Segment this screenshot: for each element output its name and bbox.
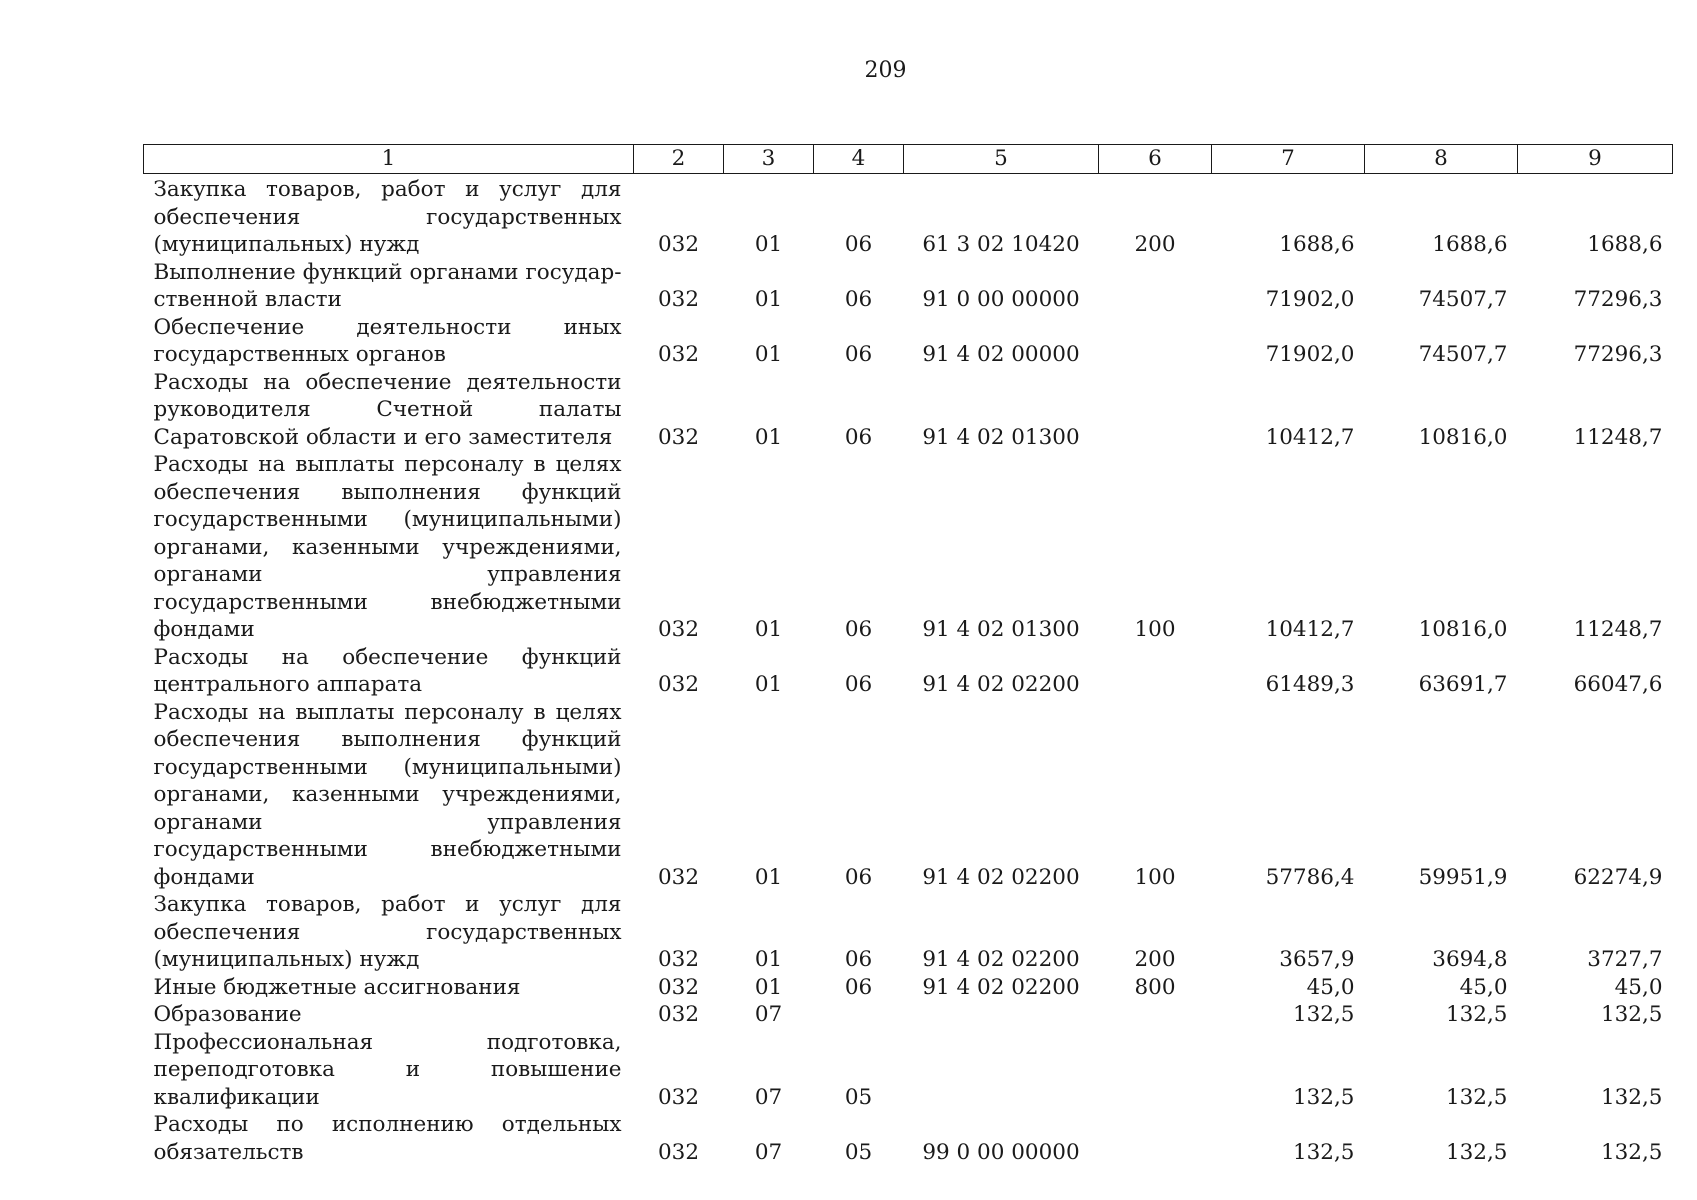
ministry-code: 032 [657,342,700,367]
expense-name: Закупка товаров, работ и услуг для обеспечения государственных (муниципальных) нужд [153,177,622,257]
target-article-code: 91 4 02 00000 [922,342,1080,367]
amount-col-7: 57786,4 [1265,864,1355,890]
amount-col-8: 74507,7 [1418,342,1508,367]
section-code: 01 [754,342,783,367]
amount-col-7: 10412,7 [1265,617,1355,642]
column-header-8: 8 [1365,145,1518,174]
table-row [144,699,1673,892]
target-article-code: 61 3 02 10420 [922,232,1080,257]
amount-col-8: 132,5 [1445,1084,1508,1110]
amount-col-9: 77296,3 [1573,287,1663,312]
amount-col-7: 71902,0 [1265,287,1355,312]
expense-name: Расходы на обеспечение деятельности руководителя Счетной палаты Саратовской области и его заместителя [153,369,622,450]
target-article-code: 91 0 00 00000 [922,287,1080,312]
subsection-code [814,1001,904,1029]
ministry-code: 032 [657,424,700,450]
amount-col-7: 10412,7 [1265,424,1355,450]
subsection-code: 06 [844,424,873,450]
subsection-code: 06 [844,617,873,642]
ministry-code: 032 [657,864,700,890]
table-row [144,369,1673,452]
column-header-4: 4 [814,145,904,174]
table-row [144,891,1673,974]
table-row [144,644,1673,699]
ministry-code: 032 [657,617,700,642]
amount-col-9: 45,0 [1614,974,1663,1000]
amount-col-9: 11248,7 [1573,617,1663,642]
amount-col-8: 10816,0 [1418,424,1508,450]
column-header-3: 3 [724,145,814,174]
ministry-code: 032 [657,232,700,257]
amount-col-8: 1688,6 [1432,232,1508,257]
table-row [144,259,1673,314]
amount-col-9: 77296,3 [1573,342,1663,367]
column-header-7: 7 [1212,145,1365,174]
ministry-code: 032 [657,1139,700,1165]
amount-col-9: 62274,9 [1573,864,1663,890]
target-article-code [904,1001,1099,1029]
table-row [144,174,1673,259]
ministry-code: 032 [657,672,700,697]
table-row [144,1029,1673,1112]
table-row [144,1001,1673,1029]
amount-col-7: 45,0 [1306,974,1355,1000]
expense-name: Выполнение функций органами государственной власти [153,259,622,312]
column-header-5: 5 [904,145,1099,174]
amount-col-9: 132,5 [1600,1084,1663,1110]
subsection-code: 06 [844,672,873,697]
ministry-code: 032 [657,947,700,972]
amount-col-9: 66047,6 [1573,672,1663,697]
header-row [144,145,1673,174]
amount-col-9: 1688,6 [1587,232,1663,257]
amount-col-9: 132,5 [1600,1139,1663,1165]
expense-name: Расходы по исполнению отдельных обязательств [153,1112,622,1165]
subsection-code: 05 [844,1084,873,1110]
budget-table [143,144,1673,1166]
page-number: 209 [864,58,907,83]
subsection-code: 05 [844,1139,873,1165]
subsection-code: 06 [844,287,873,312]
table-row [144,314,1673,369]
amount-col-9: 11248,7 [1573,424,1663,450]
expense-name: Расходы на обеспечение функций центрального аппарата [153,644,622,697]
expense-name: Расходы на выплаты персоналу в целях обеспечения выполнения функций государственными (муниципальными) органами, казенными учреждениями, органами управления государственными внебюджетными фондами [153,699,622,890]
expense-name: Закупка товаров, работ и услуг для обеспечения государственных (муниципальных) нужд [153,892,622,972]
section-code: 07 [754,1084,783,1110]
amount-col-8: 59951,9 [1418,864,1508,890]
amount-col-8: 63691,7 [1418,672,1508,697]
section-code: 01 [754,424,783,450]
target-article-code: 99 0 00 00000 [922,1139,1080,1165]
section-code: 01 [754,672,783,697]
target-article-code [904,1029,1099,1112]
amount-col-7: 132,5 [1292,1002,1355,1027]
expense-type-code [1099,1001,1212,1029]
amount-col-8: 10816,0 [1418,617,1508,642]
section-code: 01 [754,287,783,312]
expense-type-code: 800 [1134,974,1176,1000]
amount-col-7: 61489,3 [1265,672,1355,697]
ministry-code: 032 [657,1084,700,1110]
subsection-code: 06 [844,864,873,890]
expense-name: Обеспечение деятельности иных государственных органов [153,314,622,367]
expense-name: Расходы на выплаты персоналу в целях обеспечения выполнения функций государственными (муниципальными) органами, казенными учреждениями, органами управления государственными внебюджетными фондами [153,452,622,642]
column-header-2: 2 [634,145,724,174]
expense-type-code: 200 [1134,947,1176,972]
expense-type-code [1099,314,1212,369]
target-article-code: 91 4 02 02200 [922,974,1080,1000]
expense-type-code: 100 [1134,617,1176,642]
ministry-code: 032 [657,287,700,312]
ministry-code: 032 [657,974,700,1000]
table-row [144,451,1673,644]
expense-name: Профессиональная подготовка, переподготовка и повышение квалификации [153,1029,622,1110]
subsection-code: 06 [844,947,873,972]
amount-col-8: 74507,7 [1418,287,1508,312]
amount-col-8: 3694,8 [1432,947,1508,972]
column-header-1: 1 [144,145,634,174]
expense-type-code [1099,1029,1212,1112]
expense-type-code: 100 [1134,864,1176,890]
expense-type-code: 200 [1134,232,1176,257]
table-row [144,1111,1673,1166]
amount-col-8: 132,5 [1445,1002,1508,1027]
amount-col-9: 132,5 [1600,1002,1663,1027]
section-code: 01 [754,617,783,642]
amount-col-8: 132,5 [1445,1139,1508,1165]
expense-type-code [1099,369,1212,452]
target-article-code: 91 4 02 02200 [922,864,1080,890]
section-code: 07 [754,1139,783,1165]
amount-col-9: 3727,7 [1587,947,1663,972]
amount-col-7: 71902,0 [1265,342,1355,367]
expense-name: Образование [153,1002,302,1027]
target-article-code: 91 4 02 02200 [922,672,1080,697]
section-code: 07 [754,1002,783,1027]
target-article-code: 91 4 02 01300 [922,617,1080,642]
amount-col-7: 3657,9 [1279,947,1355,972]
section-code: 01 [754,974,783,1000]
amount-col-7: 132,5 [1292,1139,1355,1165]
subsection-code: 06 [844,232,873,257]
section-code: 01 [754,864,783,890]
amount-col-7: 132,5 [1292,1084,1355,1110]
table-body [144,174,1673,1167]
expense-type-code [1099,644,1212,699]
expense-type-code [1099,259,1212,314]
ministry-code: 032 [657,1002,700,1027]
subsection-code: 06 [844,342,873,367]
table-header [144,145,1673,174]
column-header-9: 9 [1518,145,1673,174]
section-code: 01 [754,947,783,972]
expense-name: Иные бюджетные ассигнования [153,974,521,1000]
amount-col-7: 1688,6 [1279,232,1355,257]
target-article-code: 91 4 02 01300 [922,424,1080,450]
amount-col-8: 45,0 [1459,974,1508,1000]
column-header-6: 6 [1099,145,1212,174]
section-code: 01 [754,232,783,257]
subsection-code: 06 [844,974,873,1000]
target-article-code: 91 4 02 02200 [922,947,1080,972]
table-row [144,974,1673,1002]
expense-type-code [1099,1111,1212,1166]
